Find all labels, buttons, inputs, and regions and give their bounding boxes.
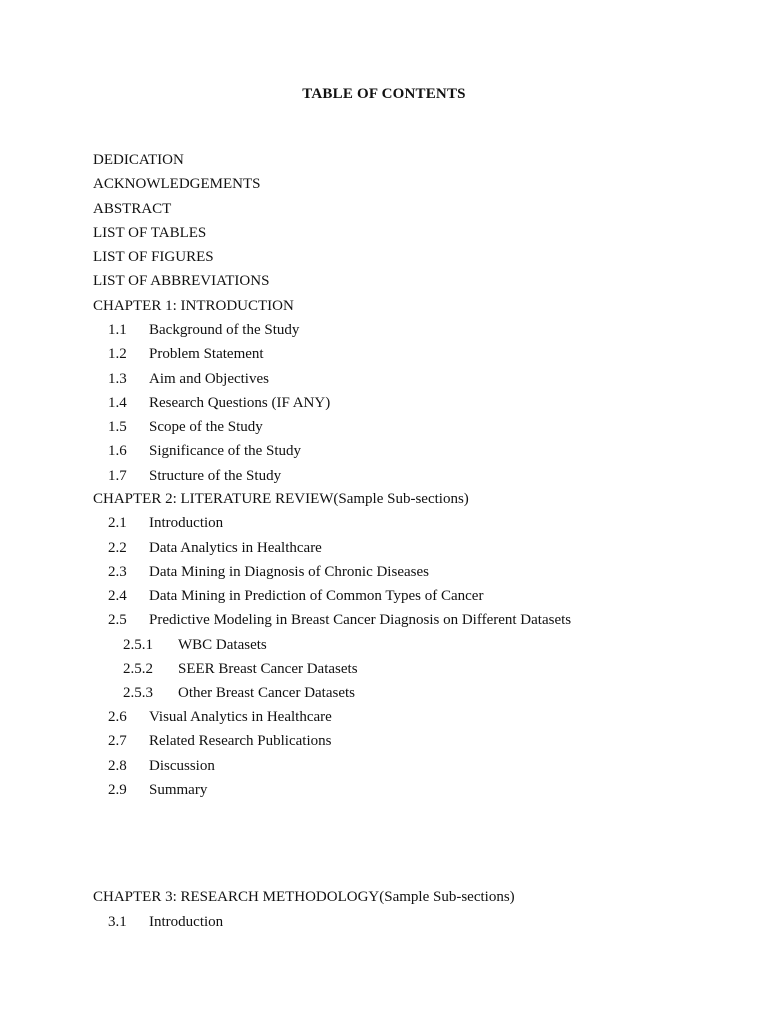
section-label: Data Analytics in Healthcare — [149, 540, 322, 556]
toc-entry-label: DEDICATION — [93, 152, 184, 168]
section-label: Visual Analytics in Healthcare — [149, 709, 332, 725]
section-label: Research Questions (IF ANY) — [149, 395, 331, 411]
section-label: Structure of the Study — [149, 468, 282, 484]
section-number: 2.7 — [108, 733, 127, 749]
chapter-heading-text: CHAPTER 2: LITERATURE REVIEW(Sample Sub-sections) — [93, 491, 469, 507]
chapter-2-heading[interactable] — [93, 489, 469, 509]
subsection-label: WBC Datasets — [178, 637, 267, 653]
toc-entry-label: LIST OF ABBREVIATIONS — [93, 273, 270, 289]
section-label: Background of the Study — [149, 322, 300, 338]
section-number: 3.1 — [108, 914, 127, 930]
subsection-number: 2.5.2 — [123, 661, 153, 677]
subsection-number: 2.5.3 — [123, 685, 153, 701]
section-number: 1.1 — [108, 322, 127, 338]
toc-entry-label: ACKNOWLEDGEMENTS — [93, 176, 261, 192]
section-label: Related Research Publications — [149, 733, 332, 749]
section-number: 1.3 — [108, 371, 127, 387]
chapter-1-heading[interactable] — [93, 296, 294, 316]
subsection-label: Other Breast Cancer Datasets — [178, 685, 356, 701]
section-label: Data Mining in Diagnosis of Chronic Diseases — [149, 564, 429, 580]
section-label: Introduction — [149, 515, 224, 531]
section-number: 2.6 — [108, 709, 127, 725]
section-label: Predictive Modeling in Breast Cancer Diagnosis on Different Datasets — [149, 612, 572, 628]
chapter-heading-text: CHAPTER 3: RESEARCH METHODOLOGY(Sample Sub-sections) — [93, 889, 515, 905]
toc-entry-abstract[interactable] — [93, 199, 171, 219]
subsection-label: SEER Breast Cancer Datasets — [178, 661, 358, 677]
section-label: Discussion — [149, 758, 215, 774]
section-number: 1.4 — [108, 395, 127, 411]
toc-entry-label: LIST OF FIGURES — [93, 249, 214, 265]
toc-entry-acknowledgements[interactable] — [93, 174, 260, 194]
section-label: Aim and Objectives — [149, 371, 269, 387]
section-number: 1.7 — [108, 468, 127, 484]
toc-entry-label: ABSTRACT — [93, 201, 172, 217]
section-number: 1.5 — [108, 419, 127, 435]
section-number: 2.1 — [108, 515, 127, 531]
section-number: 1.2 — [108, 346, 127, 362]
toc-entry-list-of-abbreviations[interactable] — [93, 271, 269, 291]
chapter-3-heading[interactable] — [93, 887, 515, 907]
page-title: TABLE OF CONTENTS — [302, 86, 466, 102]
subsection-number: 2.5.1 — [123, 637, 153, 653]
section-label: Data Mining in Prediction of Common Types of Cancer — [149, 588, 484, 604]
section-label: Scope of the Study — [149, 419, 263, 435]
section-number: 2.3 — [108, 564, 127, 580]
toc-entry-label: LIST OF TABLES — [93, 225, 207, 241]
section-number: 2.2 — [108, 540, 127, 556]
section-number: 2.4 — [108, 588, 127, 604]
section-label: Significance of the Study — [149, 443, 302, 459]
toc-entry-list-of-tables[interactable] — [93, 223, 206, 243]
chapter-heading-text: CHAPTER 1: INTRODUCTION — [93, 298, 294, 314]
toc-entry-list-of-figures[interactable] — [93, 247, 214, 267]
section-label: Introduction — [149, 914, 224, 930]
section-number: 2.8 — [108, 758, 127, 774]
section-number: 1.6 — [108, 443, 127, 459]
toc-entry-dedication[interactable] — [93, 150, 184, 170]
section-number: 2.5 — [108, 612, 127, 628]
section-label: Problem Statement — [149, 346, 264, 362]
section-label: Summary — [149, 782, 208, 798]
section-number: 2.9 — [108, 782, 127, 798]
